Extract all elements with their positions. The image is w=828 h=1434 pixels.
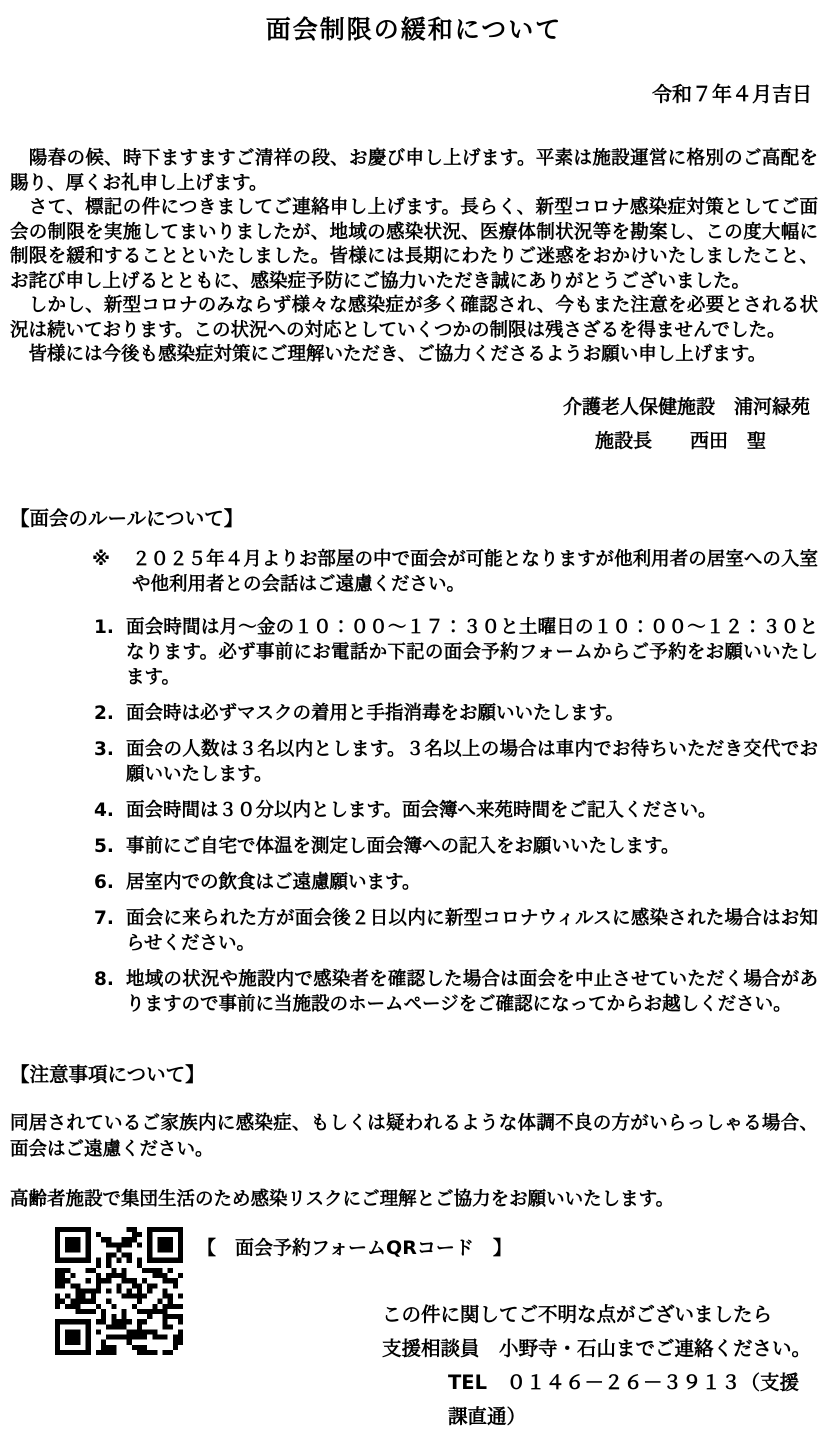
contact-line: この件に関してご不明な点がございましたら <box>382 1302 773 1326</box>
qr-code-icon <box>55 1227 183 1355</box>
rules-list <box>94 615 818 1017</box>
facility-name: 介護老人保健施設 浦河緑苑 <box>562 395 810 418</box>
list-item-number: 3. <box>94 738 114 760</box>
rules-note <box>92 547 818 597</box>
list-item-text: 面会時は必ずマスクの着用と手指消毒をお願いいたします。 <box>126 702 625 724</box>
list-item <box>94 834 818 859</box>
list-item-number: 4. <box>94 799 114 821</box>
list-item-text: 事前にご自宅で体温を測定し面会簿への記入をお願いいたします。 <box>126 835 680 857</box>
list-item <box>94 615 818 690</box>
list-item-text: 地域の状況や施設内で感染者を確認した場合は面会を中止させていただく場合がありますので事前に当施設のホームページをご確認になってからお越しください。 <box>126 968 818 1015</box>
greeting-body <box>10 147 818 368</box>
greeting-paragraph: 陽春の候、時下ますますご清祥の段、お慶び申し上げます。平素は施設運営に格別のご高配を賜り、厚くお礼申し上げます。 <box>10 148 818 194</box>
greeting-paragraph: さて、標記の件につきましてご連絡申し上げます。長らく、新型コロナ感染症対策としてご面会の制限を実施してまいりましたが、地域の感染状況、医療体制状況等を勘案し、この度大幅に制限を緩和することといたしました。皆様には長期にわたりご迷惑をおかけいたしましたこと、お詫び申し上げるとともに、感染症予防にご協力いただき誠にありがとうございました。 <box>10 197 818 292</box>
qr-right-column <box>183 1227 818 1434</box>
qr-code-label: 【 面会予約フォームQRコード 】 <box>197 1236 512 1259</box>
list-item-number: 5. <box>94 835 114 857</box>
list-item-text: 居室内での飲食はご遠慮願います。 <box>126 871 421 893</box>
list-item <box>94 737 818 787</box>
list-item <box>94 967 818 1017</box>
list-item <box>94 906 818 956</box>
list-item <box>94 701 818 726</box>
list-item-text: 面会時間は３０分以内とします。面会簿へ来苑時間をご記入ください。 <box>126 799 717 821</box>
notes-paragraph: 同居されているご家族内に感染症、もしくは疑われるような体調不良の方がいらっしゃる場合、面会はご遠慮ください。 <box>10 1112 818 1160</box>
list-item-text: 面会時間は月～金の１０：００～１７：３０と土曜日の１０：００～１２：３０となります。必ず事前にお電話か下記の面会予約フォームからご予約をお願いいたします。 <box>126 616 818 688</box>
contact-line: 支援相談員 小野寺・石山までご連絡ください。 <box>382 1336 812 1360</box>
contact-block <box>382 1298 818 1434</box>
greeting-paragraph: 皆様には今後も感染症対策にご理解いただき、ご協力くださるようお願い申し上げます。 <box>10 344 767 365</box>
qr-section <box>10 1227 818 1434</box>
note-asterisk-marker: ※ <box>92 548 110 570</box>
document-date: 令和７年４月吉日 <box>652 82 812 106</box>
list-item-number: 2. <box>94 702 114 724</box>
notes-paragraph: 高齢者施設で集団生活のため感染リスクにご理解とご協力をお願いいたします。 <box>10 1188 675 1210</box>
list-item-text: 面会に来られた方が面会後２日以内に新型コロナウィルスに感染された場合はお知らせください。 <box>126 907 818 954</box>
signature-block <box>10 392 818 453</box>
greeting-paragraph: しかし、新型コロナのみならず様々な感染症が多く確認され、今もまた注意を必要とされる状況は続いております。この状況への対応としていくつかの制限は残さざるを得ませんでした。 <box>10 295 818 341</box>
list-item <box>94 870 818 895</box>
list-item-number: 7. <box>94 907 114 929</box>
contact-phone: TEL ０１４６－２６－３９１３（支援課直通） <box>448 1370 800 1428</box>
page-title: 面会制限の緩和について <box>265 15 563 44</box>
notes-section-heading: 【注意事項について】 <box>10 1062 205 1086</box>
list-item-text: 面会の人数は３名以内とします。３名以上の場合は車内でお待ちいただき交代でお願いいたします。 <box>126 738 818 785</box>
note-text: ２０２５年４月よりお部屋の中で面会が可能となりますが他利用者の居室への入室や他利用者との会話はご遠慮ください。 <box>132 548 818 595</box>
director-name: 施設長 西田 聖 <box>594 429 766 452</box>
list-item-number: 8. <box>94 968 114 990</box>
list-item <box>94 798 818 823</box>
list-item-number: 1. <box>94 616 114 638</box>
list-item-number: 6. <box>94 871 114 893</box>
rules-section-heading: 【面会のルールについて】 <box>10 506 244 530</box>
